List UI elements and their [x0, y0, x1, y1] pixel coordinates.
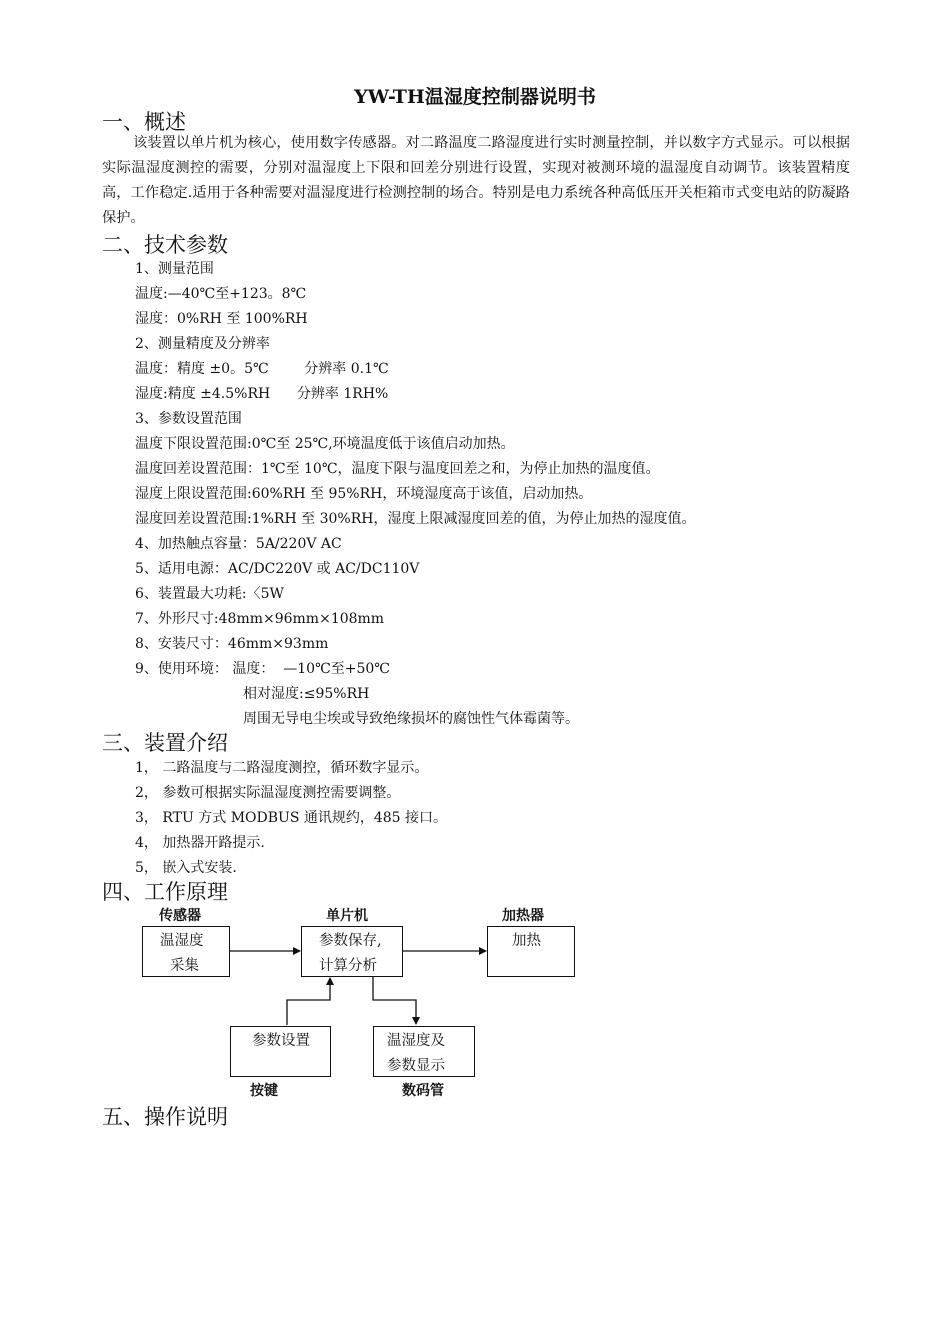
keys-label: 按键: [250, 1083, 278, 1099]
param-line: 2、测量精度及分辨率: [135, 336, 270, 352]
arrow-mcu-to-display: [373, 977, 416, 1024]
mcu-label: 单片机: [326, 908, 368, 924]
mcu-box: [301, 926, 403, 977]
mcu-box-line: 计算分析: [319, 958, 377, 974]
param-line: 湿度回差设置范围:1%RH 至 30%RH，湿度上限减湿度回差的值，为停止加热的湿度值。: [135, 511, 696, 527]
sensor-label: 传感器: [159, 908, 201, 924]
sensor-box-line: 温湿度: [160, 933, 204, 949]
keys-box: [230, 1026, 331, 1077]
param-line: 温度下限设置范围:0℃至 25℃,环境温度低于该值启动加热。: [135, 436, 515, 452]
param-line: 湿度上限设置范围:60%RH 至 95%RH，环境湿度高于该值，启动加热。: [135, 486, 593, 502]
sensor-box-line: 采集: [170, 958, 199, 974]
heater-label: 加热器: [502, 908, 544, 924]
display-box-line: 参数显示: [387, 1058, 445, 1074]
device-item: 4， 加热器开路提示.: [135, 835, 265, 851]
mcu-box-line: 参数保存,: [319, 933, 382, 949]
param-line: 湿度：0%RH 至 100%RH: [135, 311, 308, 327]
param-line: 5、适用电源：AC/DC220V 或 AC/DC110V: [135, 561, 420, 577]
display-box: [373, 1026, 475, 1077]
display-label: 数码管: [402, 1083, 444, 1099]
param-line: 8、安装尺寸：46mm×93mm: [135, 636, 329, 652]
heater-box: [487, 926, 575, 977]
section-heading-operation: 五、操作说明: [102, 1105, 228, 1129]
param-line: 7、外形尺寸:48mm×96mm×108mm: [135, 611, 385, 627]
section-heading-device: 三、装置介绍: [102, 731, 228, 755]
param-line: 温度：精度 ±0。5℃ 分辨率 0.1℃: [135, 361, 389, 377]
param-line: 3、参数设置范围: [135, 411, 242, 427]
section-heading-tech-params: 二、技术参数: [102, 233, 228, 257]
param-line: 1、测量范围: [135, 261, 214, 277]
keys-box-line: 参数设置: [252, 1033, 310, 1049]
arrow-keys-to-mcu: [287, 978, 330, 1025]
section-heading-overview: 一、概述: [102, 110, 186, 134]
param-line: 温度回差设置范围：1℃至 10℃，温度下限与温度回差之和，为停止加热的温度值。: [135, 461, 660, 477]
param-line: 温度:—40℃至+123。8℃: [135, 286, 307, 302]
sensor-box: [142, 926, 230, 977]
env-note-line: 周围无导电尘埃或导致绝缘损坏的腐蚀性气体霉菌等。: [243, 711, 579, 727]
overview-text: 该装置以单片机为核心，使用数字传感器。对二路温度二路湿度进行实时测量控制，并以数字方式显示。可以根据实际温湿度测控的需要，分别对温湿度上下限和回差分别进行设置，实现对被测环境的温湿度自动调节。该装置精度高，工作稳定.适用于各种需要对温湿度进行检测控制的场合。特别是电力系统各种高低压开关柜箱市式变电站的防凝路保护。: [102, 135, 850, 226]
param-line: 4、加热触点容量：5A/220V AC: [135, 536, 342, 552]
param-line: 湿度:精度 ±4.5%RH 分辨率 1RH%: [135, 386, 389, 402]
heater-box-line: 加热: [512, 933, 541, 949]
device-item: 1， 二路温度与二路湿度测控，循环数字显示。: [135, 760, 429, 776]
device-item: 5， 嵌入式安装.: [135, 860, 237, 876]
param-line: 9、使用环境： 温度： —10℃至+50℃: [135, 661, 390, 677]
device-item: 3， RTU 方式 MODBUS 通讯规约，485 接口。: [135, 810, 448, 826]
document-title: YW-TH温湿度控制器说明书: [354, 86, 596, 108]
section-heading-principle: 四、工作原理: [102, 880, 228, 904]
device-item: 2， 参数可根据实际温湿度测控需要调整。: [135, 785, 401, 801]
env-humidity-line: 相对湿度:≤95%RH: [243, 686, 370, 702]
param-line: 6、装置最大功耗:〈5W: [135, 586, 284, 602]
display-box-line: 温湿度及: [387, 1033, 445, 1049]
